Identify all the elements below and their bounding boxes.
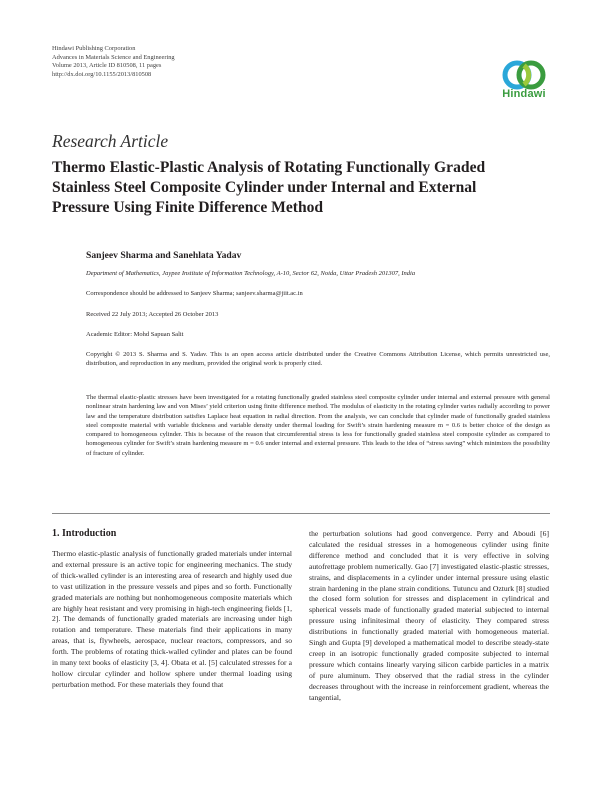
affiliation: Department of Mathematics, Jaypee Institute of Information Technology, A-10, Sector 62, Noida, Uttar Pradesh 201307, India xyxy=(86,270,416,277)
article-title: Thermo Elastic-Plastic Analysis of Rotating Functionally Graded Stainless Steel Composite Cylinder under Internal and External Pressure Using Finite Difference Method xyxy=(52,159,486,217)
academic-editor: Academic Editor: Mohd Sapuan Salit xyxy=(86,331,184,338)
body-column-right: the perturbation solutions had good convergence. Perry and Aboudi [6] calculated the residual stresses in a homogeneous cylinder using finite difference method and concluded that it is very effective in solving autofrettage problem numerically. Gao [7] investigated elastic-plastic stresses, strains, and displacements in a cylinder under internal pressure using elastic strain hardening in the plane strain conditions. Tutuncu and Ozturk [8] studied the closed form solution for stresses and displacement in cylindrical and spherical vessels made of functionally graded material subjected to internal pressure using infinitesimal theory of elasticity. They compared stress distributions in functionally graded material with homogeneous material. Singh and Gupta [9] developed a mathematical model to describe steady-state creep in an isotropic functionally graded composite subjected to internal pressure which contains linearly varying silicon carbide particles in a matrix of pure aluminum. They observed that the radial stress in the cylinder decreases throughout with the increase in reinforcement gradient, whereas the tangential, xyxy=(309,529,549,702)
doi-link[interactable]: http://dx.doi.org/10.1155/2013/810508 xyxy=(52,70,152,78)
journal-masthead xyxy=(52,45,175,79)
correspondence: Correspondence should be addressed to Sanjeev Sharma; sanjeev.sharma@jiit.ac.in xyxy=(86,290,303,297)
section-heading: 1. Introduction xyxy=(52,528,117,539)
section-divider xyxy=(52,513,550,514)
abstract: The thermal elastic-plastic stresses have been investigated for a rotating functionally graded stainless steel composite cylinder under internal and external pressure with general nonlinear strain hardening law and von Mises’ yield criterion using finite difference method. The modulus of elasticity in the rotating cylinder varies radially according to power law and the temperature distribution satisfies Laplace heat equation in radial direction. From the analysis, we can conclude that cylinder made of functionally graded stainless steel composite material with variable thickness and variable density under thermal loading for Swift’s strain hardening measure m = 0.6 is better choice of the design as compared to homogeneous cylinder. This is because of the reason that circumferential stress is less for functionally graded stainless steel composite cylinder as compared to homogeneous cylinder for Swift’s strain hardening measure m = 0.6 under internal and external pressure. This leads to the idea of “stress saving” which minimizes the possibility of fracture of cylinder. xyxy=(86,394,550,457)
author-list: Sanjeev Sharma and Sanehlata Yadav xyxy=(86,250,242,261)
copyright-notice: Copyright © 2013 S. Sharma and S. Yadav. This is an open access article distributed under the Creative Commons Attribution License, which permits unrestricted use, distribution, and reproduction in any medium, provided the original work is properly cited. xyxy=(86,351,550,368)
publisher-name: Hindawi Publishing Corporation xyxy=(52,45,136,52)
article-type: Research Article xyxy=(52,131,169,151)
journal-name: Advances in Materials Science and Engineering xyxy=(52,53,175,61)
received-accepted-dates: Received 22 July 2013; Accepted 26 October 2013 xyxy=(86,311,219,318)
volume-info: Volume 2013, Article ID 810508, 11 pages xyxy=(52,62,162,70)
hindawi-logo-text: Hindawi xyxy=(502,88,546,100)
body-column-left: Thermo elastic-plastic analysis of functionally graded materials under internal and external pressure is an active topic for engineering mechanics. The study of thick-walled cylinder is an interesting area of research and highly used due to vast utilization in the pressure vessels and pipes and so forth. Functionally graded materials are nothing but nonhomogeneous composite materials which are highly heat resistant and very promising in high-tech engineering fields [1, 2]. The demands of functionally graded materials are increasing under high rotation and temperature. These materials find their applications in many areas, that is, flywheels, aerospace, nuclear reactors, compressors, and so forth. The problems of rotating thick-walled cylinder and plates can be found in many text books of elasticity [3, 4]. Obata et al. [5] calculated stresses for a hollow circular cylinder and hollow sphere under thermal loading using perturbation method. For these materials they found that xyxy=(52,549,292,689)
